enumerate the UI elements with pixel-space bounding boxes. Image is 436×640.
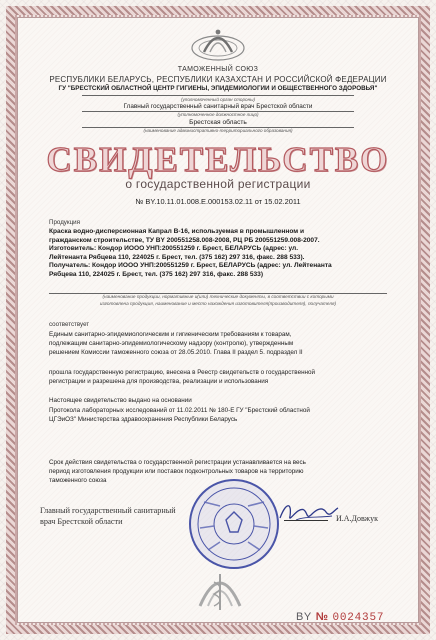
republics-heading: РЕСПУБЛИКИ БЕЛАРУСЬ, РЕСПУБЛИКИ КАЗАХСТАН И РОССИЙСКОЙ ФЕДЕРАЦИИ	[49, 75, 387, 84]
customs-union-emblem-icon	[186, 22, 250, 66]
official-seal-icon	[186, 476, 282, 572]
compliance-label: соответствует	[49, 321, 90, 328]
medical-emblem-icon	[192, 566, 248, 612]
product-description	[49, 228, 387, 280]
certificate-subtitle: о государственной регистрации	[125, 177, 311, 191]
compliance-line: подлежащим санитарно-эпидемиологическому надзору (контролю), утвержденным	[49, 340, 294, 347]
caption-line: изготовлена продукция, наименование и место нахождения изготовителя(производителя), получателя)	[99, 300, 337, 306]
validity-line: таможенного союза	[49, 477, 107, 484]
caption-line: (наименование продукции, нормативные и(или) технические документы, в соответствии с которыми	[102, 294, 334, 299]
basis-text	[49, 406, 387, 424]
validity-line: Срок действия свидетельства о государственной регистрации устанавливается на весь	[49, 459, 306, 466]
registration-line: прошла государственную регистрацию, внесена в Реестр свидетельств о государственной	[49, 369, 316, 376]
product-line: Краска водно-дисперсионная Капрал В-16, используемая в промышленном и	[49, 228, 305, 235]
serial-digits: 0024357	[332, 612, 385, 624]
signature-line	[284, 520, 328, 521]
basis-line: ЦГЭиОЗ" Министерства здравоохранения Республики Беларусь	[49, 416, 238, 423]
certificate-title: СВИДЕТЕЛЬСТВО	[46, 140, 390, 179]
validity-line: период изготовления продукции или поставок подконтрольных товаров на территорию	[49, 468, 304, 475]
signatory-title-line: врач Брестской области	[40, 517, 123, 526]
serial-number	[296, 611, 384, 624]
signatory-title-line: Главный государственный санитарный	[40, 506, 176, 515]
caption-official: (уполномоченное должностное лицо)	[177, 112, 259, 117]
compliance-line: решением Комиссии таможенного союза от 28.05.2010. Глава II раздел 5. подраздел II	[49, 349, 303, 356]
basis-label: Настоящее свидетельство выдано на основании	[49, 397, 192, 404]
registration-text	[49, 368, 387, 386]
product-line: гражданском строительстве, ТУ BY 200551258.008-2008, РЦ РБ 200551259.008-2007.	[49, 236, 320, 244]
serial-prefix: BY	[296, 611, 312, 623]
product-line: Лейтенанта Рябцева 110, 224025 г. Брест, тел. (375 162) 297 316, факс. 288 533).	[49, 253, 305, 261]
number-sign: №	[315, 611, 329, 623]
product-line: Изготовитель: Кондор ИООО УНП:200551259 г. Брест, БЕЛАРУСЬ (адрес: ул.	[49, 245, 299, 253]
registration-line: регистрации и разрешена для производства, реализации и использования	[49, 378, 269, 385]
product-label: Продукция	[49, 219, 80, 226]
signatory-name: И.А.Довжук	[336, 514, 378, 523]
issuing-organization: ГУ "БРЕСТСКИЙ ОБЛАСТНОЙ ЦЕНТР ГИГИЕНЫ, ЭПИДЕМИОЛОГИИ И ОБЩЕСТВЕННОГО ЗДОРОВЬЯ"	[58, 85, 378, 92]
caption-organization: (уполномоченный орган стороны)	[180, 97, 256, 102]
product-line: Получатель: Кондор ИООО УНП:200551259 г. Брест, БЕЛАРУСЬ (адрес: ул. Лейтенанта	[49, 262, 332, 270]
compliance-text	[49, 330, 387, 357]
basis-line: Протокола лабораторных исследований от 11.02.2011 № 180-Е ГУ "Брестский областной	[49, 407, 310, 414]
official-position: Главный государственный санитарный врач Брестской области	[123, 103, 313, 110]
compliance-line: Единым санитарно-эпидемиологическим и гигиеническим требованиям к товарам,	[49, 331, 292, 338]
handwritten-signature-icon	[276, 498, 340, 526]
registration-number: № BY.10.11.01.008.E.000153.02.11 от 15.02.2011	[135, 197, 301, 206]
product-line: Рябцева 110, 224025 г. Брест, тел. (375 162) 297 316, факс. 288 533)	[49, 270, 264, 278]
caption-region: (наименование административно-территориального образования)	[143, 128, 293, 133]
caption-product	[49, 294, 387, 307]
divider	[82, 95, 354, 96]
customs-union-heading: ТАМОЖЕННЫЙ СОЮЗ	[177, 66, 259, 73]
signatory-title	[40, 505, 176, 527]
region-name: Брестская область	[189, 119, 247, 126]
